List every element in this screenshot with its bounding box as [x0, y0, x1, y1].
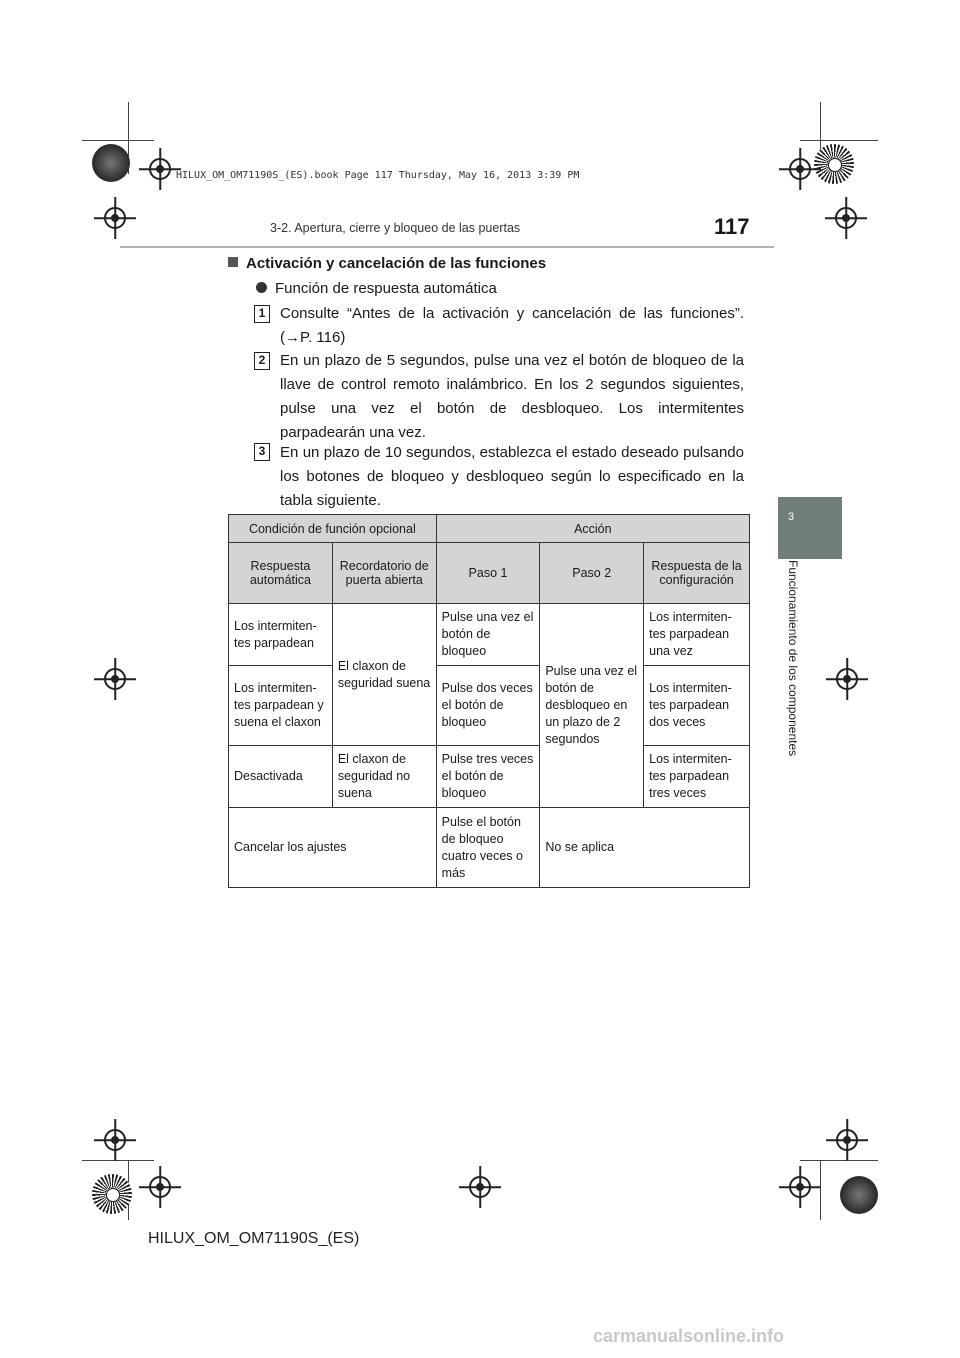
chapter-tab [778, 497, 842, 559]
table-cell: Pulse dos veces el botón de bloqueo [436, 666, 540, 746]
settings-table [228, 514, 750, 888]
table-cell: Los intermiten-tes parpadean [229, 604, 333, 666]
registration-mark-icon [789, 158, 811, 180]
section-heading: Activación y cancelación de las funciones [228, 255, 546, 272]
table-cell: Pulse tres veces el botón de bloqueo [436, 746, 540, 808]
step-number-1: 1 [254, 305, 270, 323]
footer-code: HILUX_OM_OM71190S_(ES) [148, 1230, 360, 1247]
table-row [229, 746, 750, 808]
registration-mark-icon [104, 1129, 126, 1151]
print-stamp: HILUX_OM_OM71190S_(ES).book Page 117 Thursday, May 16, 2013 3:39 PM [176, 170, 580, 181]
registration-mark-icon [149, 158, 171, 180]
bullet-item: Función de respuesta automática [256, 280, 497, 297]
starburst-target-icon [814, 144, 854, 184]
header-divider [120, 246, 774, 248]
table-row [229, 666, 750, 746]
registration-mark-icon [789, 1176, 811, 1198]
table-subheader: Paso 1 [436, 543, 540, 604]
registration-mark-icon [469, 1176, 491, 1198]
table-cell: El claxon de seguridad no suena [332, 746, 436, 808]
table-subheader: Respuesta automática [229, 543, 333, 604]
table-cell: Los intermiten-tes parpadean tres veces [644, 746, 750, 808]
registration-mark-icon [836, 1129, 858, 1151]
table-cell: Los intermiten-tes parpadean y suena el claxon [229, 666, 333, 746]
registration-mark-icon [104, 668, 126, 690]
table-row [229, 604, 750, 666]
page-number: 117 [714, 214, 750, 239]
square-bullet-icon [228, 257, 238, 267]
chapter-side-label [782, 560, 806, 780]
color-target-icon [840, 1176, 878, 1214]
table-header: Condición de función opcional [229, 515, 437, 543]
table-cell: Los intermiten-tes parpadean una vez [644, 604, 750, 666]
color-target-icon [92, 144, 130, 182]
step-text-3: En un plazo de 10 segundos, establezca el estado deseado pulsando los botones de bloqueo y desbloqueo según lo especificado en la tabla siguiente. [280, 444, 744, 509]
table-row [229, 808, 750, 888]
table-cell: Pulse el botón de bloqueo cuatro veces o más [436, 808, 540, 888]
table-header: Acción [436, 515, 749, 543]
table-cell: Desactivada [229, 746, 333, 808]
table-cell: Pulse una vez el botón de desbloqueo en un plazo de 2 segundos [540, 604, 644, 808]
circle-bullet-icon [256, 282, 267, 293]
table-cell: Cancelar los ajustes [229, 808, 437, 888]
registration-mark-icon [149, 1176, 171, 1198]
table-cell: Pulse una vez el botón de bloqueo [436, 604, 540, 666]
table-subheader: Recordatorio de puerta abierta [332, 543, 436, 604]
table-subheader: Respuesta de la configuración [644, 543, 750, 604]
registration-mark-icon [104, 207, 126, 229]
registration-mark-icon [836, 668, 858, 690]
step-number-2: 2 [254, 352, 270, 370]
step-number-3: 3 [254, 443, 270, 461]
table-cell: Los intermiten-tes parpadean dos veces [644, 666, 750, 746]
step-text-1: Consulte “Antes de la activación y cancelación de las funciones”. (→P. 116) [280, 305, 744, 346]
table-cell: El claxon de seguridad suena [332, 604, 436, 746]
chapter-title: Funcionamiento de los componentes [786, 560, 800, 757]
step-text-2: En un plazo de 5 segundos, pulse una vez el botón de bloqueo de la llave de control remoto inalámbrico. En los 2 segundos siguientes, pulse una vez el botón de desbloqueo. Los intermitentes parpadearán una vez. [280, 352, 744, 441]
table-subheader: Paso 2 [540, 543, 644, 604]
table-cell: No se aplica [540, 808, 750, 888]
starburst-target-icon [92, 1174, 132, 1214]
registration-mark-icon [835, 207, 857, 229]
chapter-number: 3 [788, 511, 795, 523]
watermark: carmanualsonline.info [593, 1326, 785, 1346]
section-header: 3-2. Apertura, cierre y bloqueo de las puertas [270, 221, 521, 235]
